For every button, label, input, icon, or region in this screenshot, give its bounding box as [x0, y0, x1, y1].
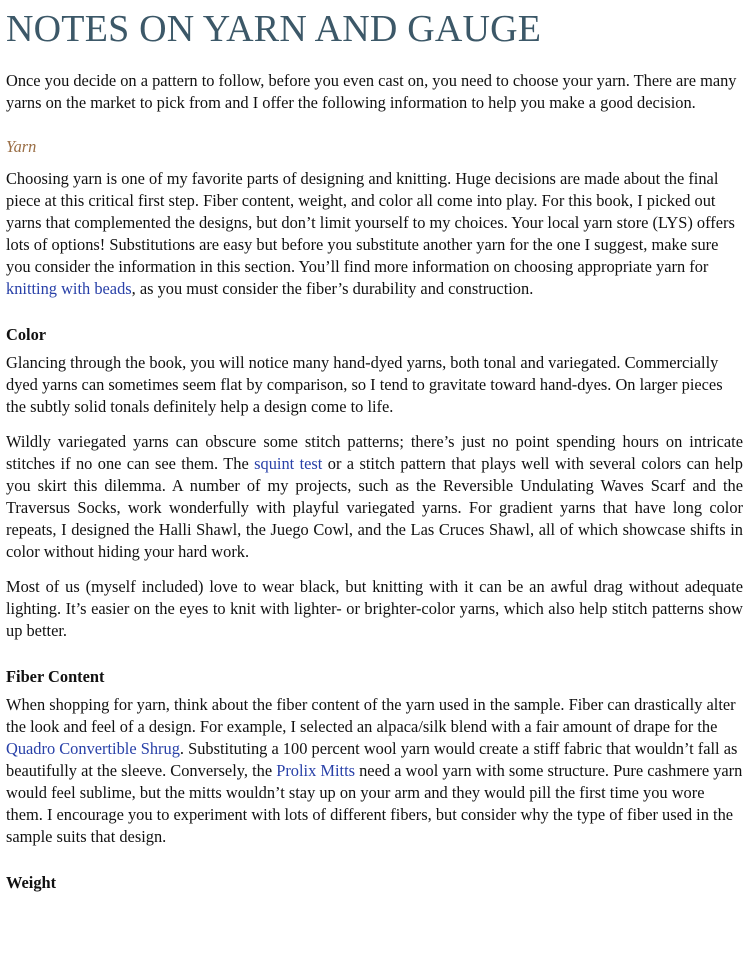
fiber-content-heading: Fiber Content	[6, 667, 105, 686]
squint-test-link[interactable]: squint test	[254, 454, 323, 473]
fiber-text-1: When shopping for yarn, think about the fiber content of the yarn used in the sample. Fiber can drastically alter the look and feel of a design. For example, I selected an alpaca/silk blend with a fair amount of drape for the	[6, 695, 736, 736]
prolix-mitts-link[interactable]: Prolix Mitts	[276, 761, 356, 780]
fiber-paragraph	[6, 694, 743, 848]
color-heading: Color	[6, 325, 47, 344]
yarn-text-2: , as you must consider the fiber’s durability and construction.	[131, 279, 534, 298]
yarn-heading: Yarn	[6, 137, 37, 156]
knitting-with-beads-link[interactable]: knitting with beads	[6, 279, 132, 298]
color-text-2: or a stitch pattern that plays well with several colors can help you skirt this dilemma. A number of my projects, such as the Reversible Undulating Waves Scarf and the Traversus Socks, work wonderfully with playful variegated yarns. For gradient yarns that have long color repeats, I designed the Halli Shawl, the Juego Cowl, and the Las Cruces Shawl, all of which showcase shifts in color without hiding your hard work.	[6, 454, 743, 561]
color-paragraph-2	[6, 431, 743, 563]
yarn-paragraph	[6, 168, 743, 300]
color-text-1: Wildly variegated yarns can obscure some stitch patterns; there’s just no point spending hours on intricate stitches if no one can see them. The	[6, 432, 743, 473]
quadro-convertible-shrug-link[interactable]: Quadro Convertible Shrug	[6, 739, 180, 758]
page-title: NOTES ON YARN AND GAUGE	[6, 8, 542, 50]
weight-heading: Weight	[6, 873, 57, 892]
fiber-text-2: . Substituting a 100 percent wool yarn would create a stiff fabric that wouldn’t fall as beautifully at the sleeve. Conversely, the	[6, 739, 738, 780]
fiber-text-3: need a wool yarn with some structure. Pure cashmere yarn would feel sublime, but the mitts wouldn’t stay up on your arm and they would pill the first time you wore them. I encourage you to experiment with lots of different fibers, but consider why the type of fiber used in the sample suits that design.	[6, 761, 743, 846]
intro-paragraph: Once you decide on a pattern to follow, before you even cast on, you need to choose your yarn. There are many yarns on the market to pick from and I offer the following information to help you make a good decision.	[6, 71, 737, 112]
color-paragraph-3: Most of us (myself included) love to wear black, but knitting with it can be an awful drag without adequate lighting. It’s easier on the eyes to knit with lighter- or brighter-color yarns, which also help stitch patterns show up better.	[6, 577, 743, 640]
color-paragraph-1: Glancing through the book, you will notice many hand-dyed yarns, both tonal and variegated. Commercially dyed yarns can sometimes seem flat by comparison, so I tend to gravitate toward hand-dyes. On larger pieces the subtly solid tonals definitely help a design come to life.	[6, 353, 723, 416]
yarn-text-1: Choosing yarn is one of my favorite parts of designing and knitting. Huge decisions are made about the final piece at this critical first step. Fiber content, weight, and color all come into play. For this book, I picked out yarns that complemented the designs, but don’t limit yourself to my choices. Your local yarn store (LYS) offers lots of options! Substitutions are easy but before you substitute another yarn for the one I suggest, make sure you consider the information in this section. You’ll find more information on choosing appropriate yarn for	[6, 169, 735, 276]
